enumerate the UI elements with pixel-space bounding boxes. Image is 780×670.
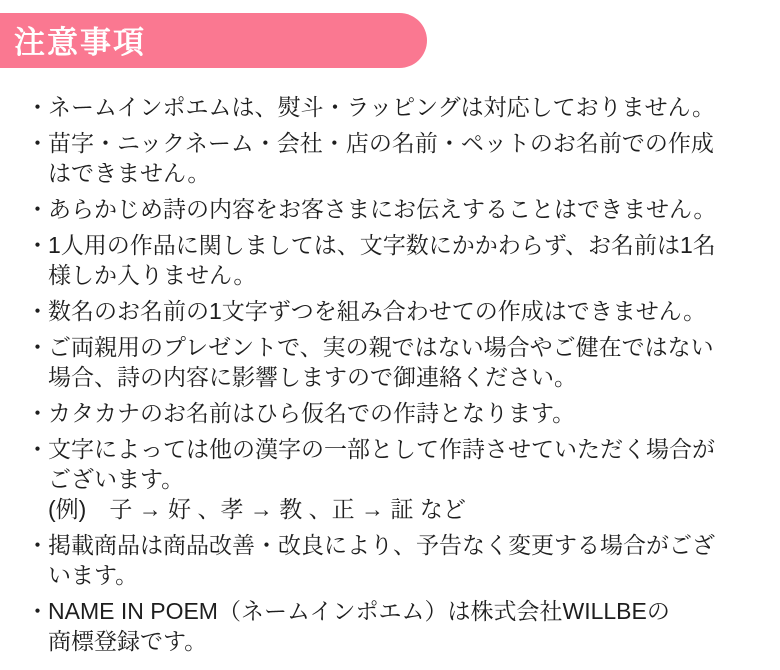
note-line: (例) 子 → 好 、孝 → 教 、正 → 証 など bbox=[48, 496, 466, 522]
bullet-icon: ・ bbox=[26, 130, 49, 156]
note-line: 商標登録です。 bbox=[48, 628, 208, 654]
bullet-icon: ・ bbox=[26, 232, 49, 258]
bullet-icon: ・ bbox=[26, 334, 49, 360]
note-item bbox=[0, 530, 780, 590]
note-line: 場合、詩の内容に影響しますので御連絡ください。 bbox=[48, 364, 577, 390]
note-line: 文字によっては他の漢字の一部として作詩させていただく場合が bbox=[48, 436, 715, 462]
note-line: ございます。 bbox=[48, 466, 185, 492]
bullet-icon: ・ bbox=[26, 94, 49, 120]
note-item bbox=[0, 596, 780, 656]
note-line: 1人用の作品に関しましては、文字数にかかわらず、お名前は1名 bbox=[48, 232, 716, 258]
note-line: あらかじめ詩の内容をお客さまにお伝えすることはできません。 bbox=[48, 196, 717, 222]
note-item bbox=[0, 332, 780, 392]
bullet-icon: ・ bbox=[26, 196, 49, 222]
note-line: はできません。 bbox=[48, 160, 211, 186]
note-line: ネームインポエムは、熨斗・ラッピングは対応しておりません。 bbox=[48, 94, 715, 120]
note-text bbox=[48, 332, 780, 392]
note-item bbox=[0, 92, 780, 122]
note-item bbox=[0, 128, 780, 188]
note-text bbox=[48, 296, 780, 326]
note-line: カタカナのお名前はひら仮名での作詩となります。 bbox=[48, 400, 576, 426]
note-item bbox=[0, 434, 780, 524]
note-text bbox=[48, 398, 780, 428]
note-text bbox=[48, 596, 780, 656]
bullet-icon: ・ bbox=[26, 400, 49, 426]
note-line: NAME IN POEM（ネームインポエム）は株式会社WILLBEの bbox=[48, 598, 670, 624]
bullet-icon: ・ bbox=[26, 436, 49, 462]
section-header-bar bbox=[0, 13, 427, 68]
note-item bbox=[0, 296, 780, 326]
note-line: います。 bbox=[48, 562, 139, 588]
note-item bbox=[0, 194, 780, 224]
notes-list bbox=[0, 92, 780, 662]
note-text bbox=[48, 92, 780, 122]
note-line: 様しか入りません。 bbox=[48, 262, 257, 288]
note-text bbox=[48, 434, 780, 524]
note-line: 苗字・ニックネーム・会社・店の名前・ペットのお名前での作成 bbox=[48, 130, 714, 156]
note-text bbox=[48, 230, 780, 290]
note-line: 数名のお名前の1文字ずつを組み合わせての作成はできません。 bbox=[48, 298, 707, 324]
bullet-icon: ・ bbox=[26, 532, 49, 558]
note-line: ご両親用のプレゼントで、実の親ではない場合やご健在ではない bbox=[48, 334, 714, 360]
bullet-icon: ・ bbox=[26, 598, 49, 624]
note-item bbox=[0, 398, 780, 428]
note-text bbox=[48, 530, 780, 590]
note-text bbox=[48, 194, 780, 224]
note-text bbox=[48, 128, 780, 188]
note-line: 掲載商品は商品改善・改良により、予告なく変更する場合がござ bbox=[48, 532, 715, 558]
page-title: 注意事項 bbox=[14, 25, 146, 60]
note-item bbox=[0, 230, 780, 290]
bullet-icon: ・ bbox=[26, 298, 49, 324]
